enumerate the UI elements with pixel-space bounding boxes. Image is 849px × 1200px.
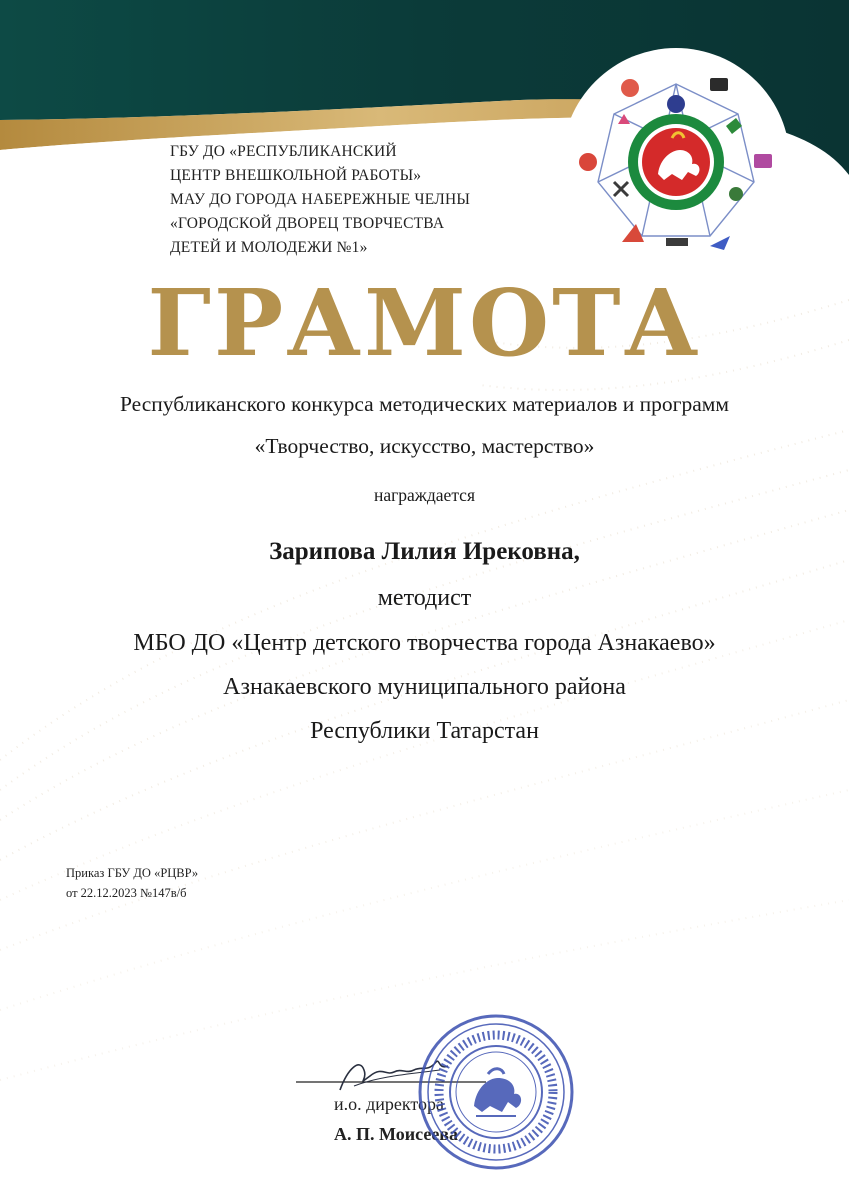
palette-icon (621, 79, 639, 97)
recipient-name: Зарипова Лилия Ирековна, (269, 538, 580, 565)
microscope-icon (729, 187, 743, 201)
issuer-line: ГБУ ДО «РЕСПУБЛИКАНСКИЙ (170, 143, 397, 160)
recipient-organization: МБО ДО «Центр детского творчества города Азнакаево» (133, 630, 716, 656)
official-stamp-seal (416, 1012, 576, 1172)
organization-emblem-logo (560, 46, 792, 278)
telescope-icon (666, 238, 688, 246)
issuer-line: ДЕТЕЙ И МОЛОДЕЖИ №1» (170, 239, 368, 256)
order-line-2: от 22.12.2023 №147в/б (66, 886, 187, 900)
contest-line-1: Республиканского конкурса методических материалов и программ (119, 392, 730, 416)
awarded-label: награждается (373, 485, 476, 505)
globe-icon (579, 153, 597, 171)
signer-name: А. П. Моисеева (334, 1124, 459, 1144)
certificate-title: ГРАМОТА (147, 269, 702, 377)
recipient-position: методист (377, 585, 472, 611)
issuer-line: «ГОРОДСКОЙ ДВОРЕЦ ТВОРЧЕСТВА (170, 215, 445, 232)
issuer-line: МАУ ДО ГОРОДА НАБЕРЕЖНЫЕ ЧЕЛНЫ (170, 191, 471, 208)
issuer-line: ЦЕНТР ВНЕШКОЛЬНОЙ РАБОТЫ» (170, 167, 422, 184)
computer-icon (710, 78, 728, 91)
recipient-republic: Республики Татарстан (310, 718, 539, 744)
issuer-block (170, 140, 470, 260)
contest-line-2: «Творчество, искусство, мастерство» (254, 434, 595, 458)
recipient-district: Азнакаевского муниципального района (223, 674, 626, 700)
order-line-1: Приказ ГБУ ДО «РЦВР» (66, 866, 199, 880)
ball-icon (667, 95, 685, 113)
signer-role: и.о. директора (334, 1094, 445, 1114)
keyboard-icon (754, 154, 772, 168)
